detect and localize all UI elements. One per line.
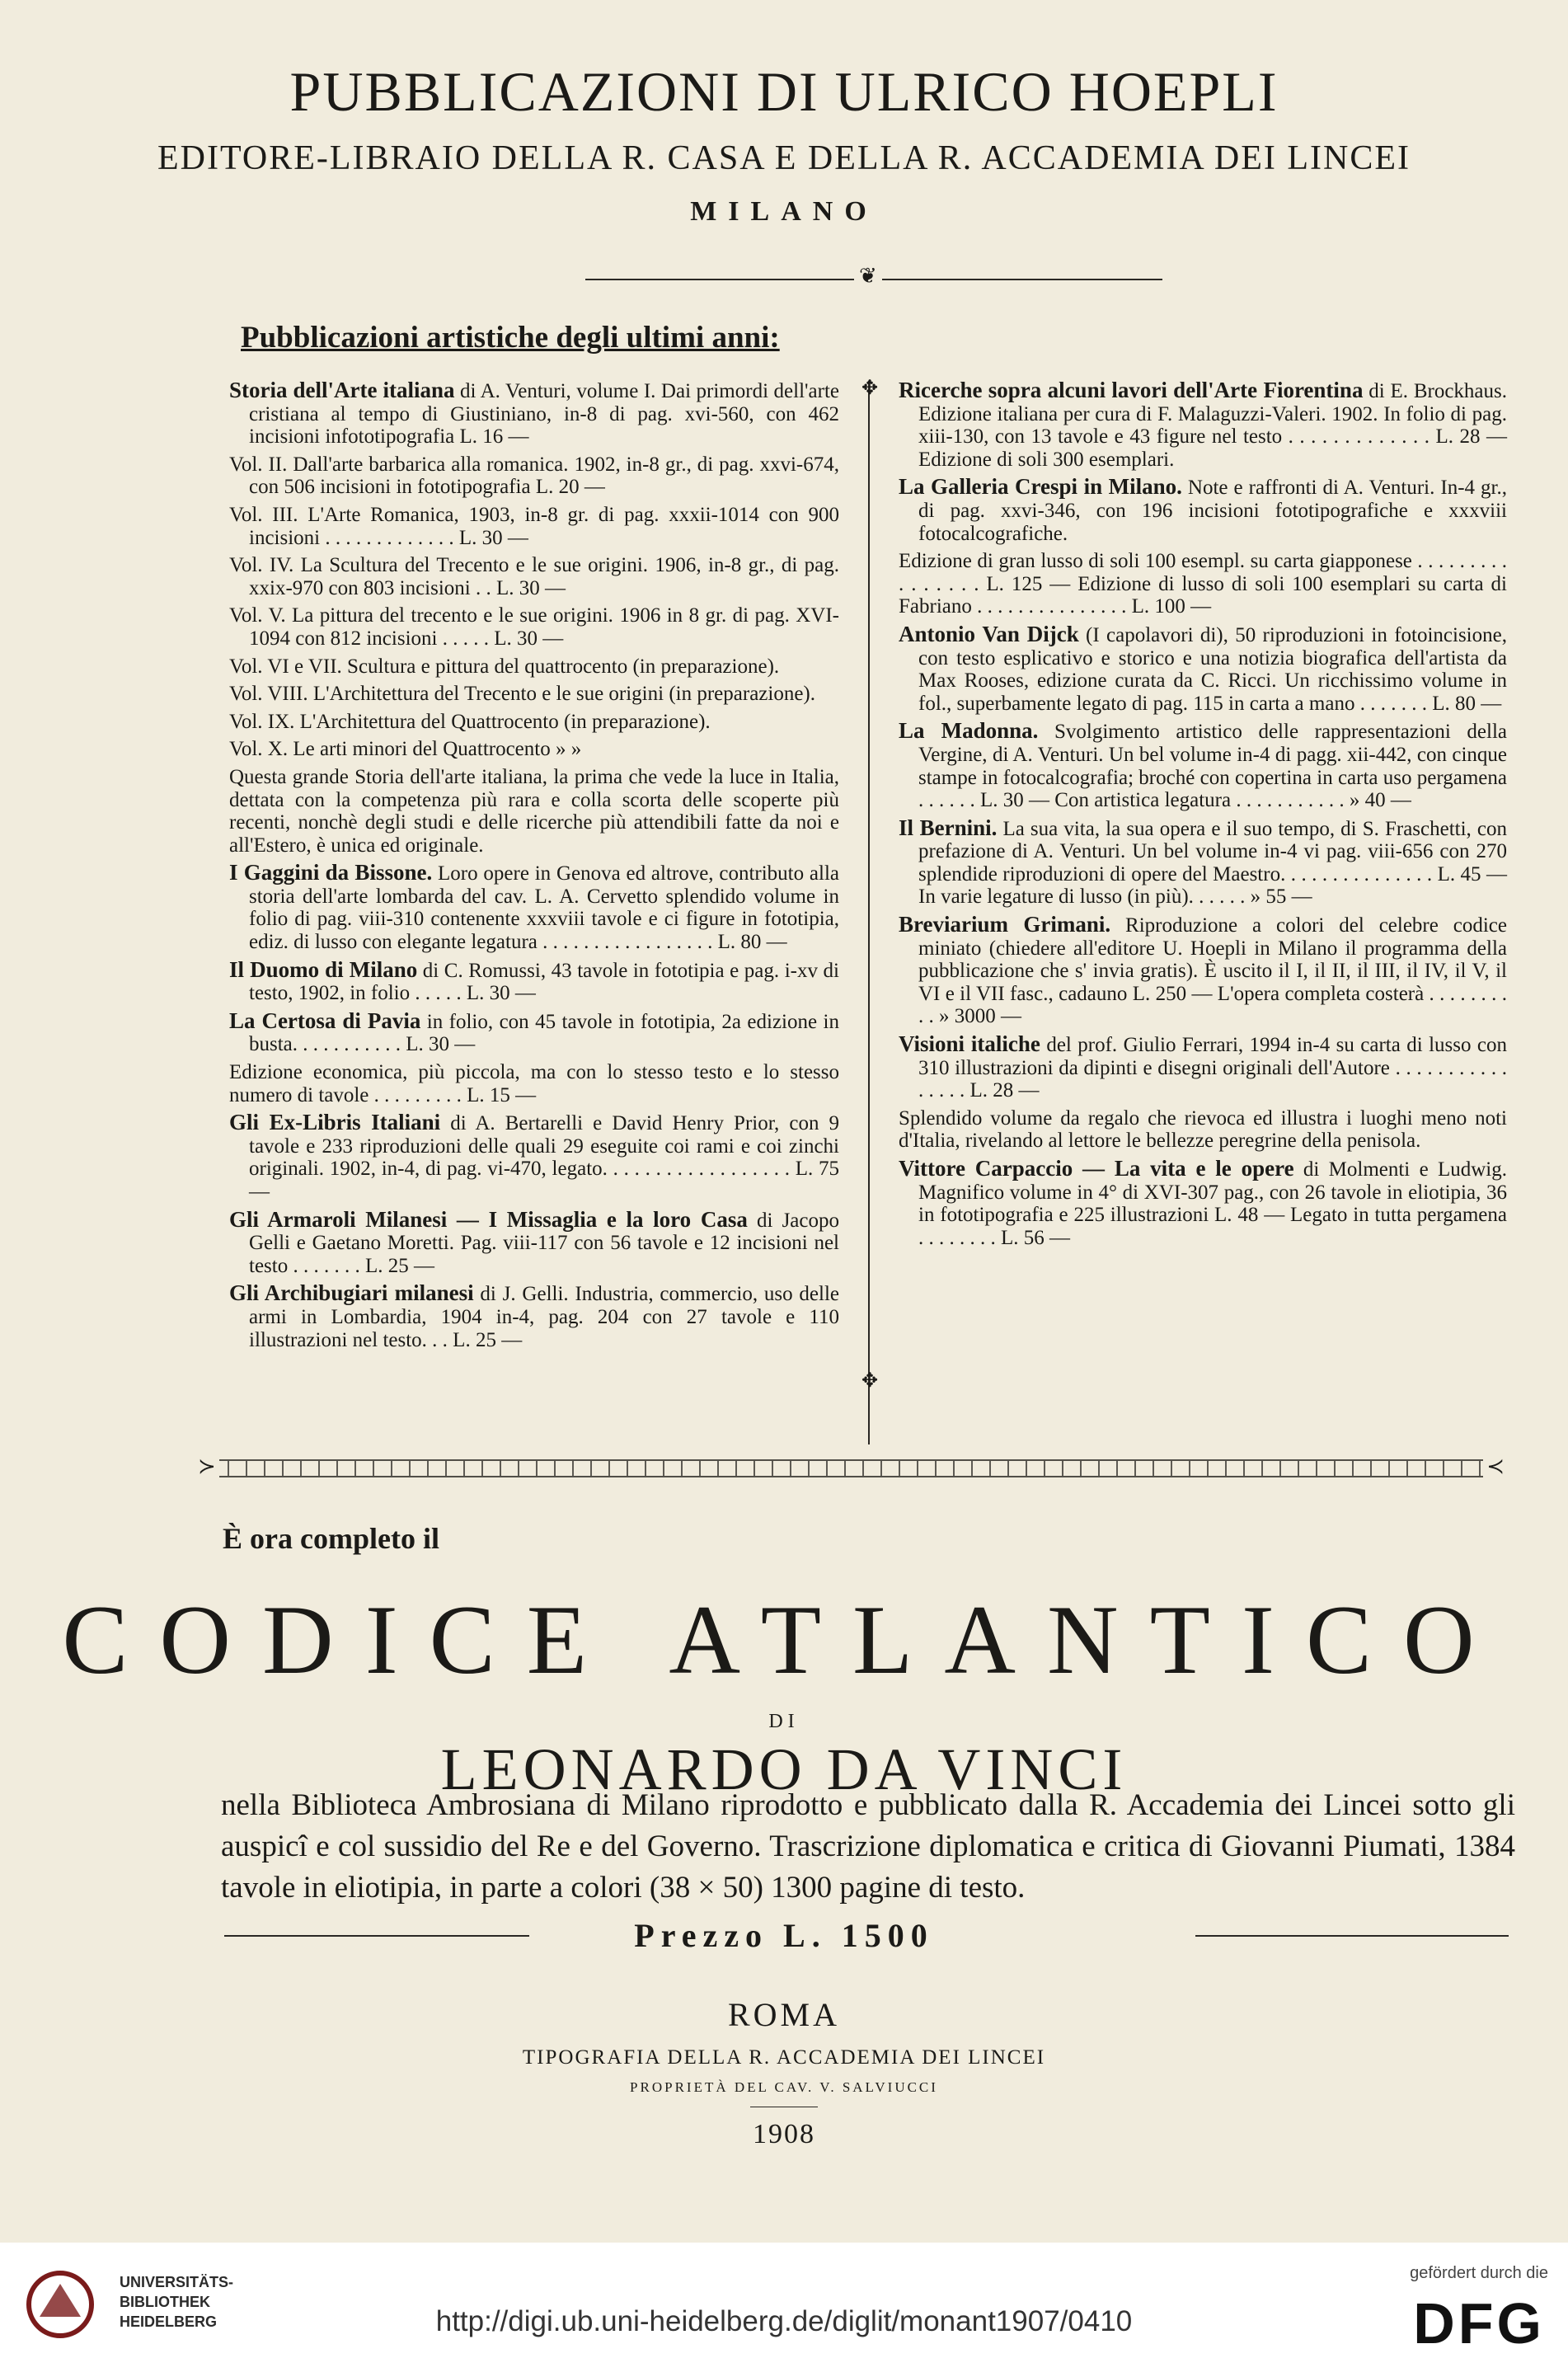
catalog-entry bbox=[229, 1010, 839, 1056]
entry-text: Splendido volume da regalo che rievoca ed illustra i luoghi meno noti d'Italia, rivelando al lettore le bellezze peregrine della penisola. bbox=[899, 1106, 1507, 1153]
publisher-title: PUBBLICAZIONI DI ULRICO HOEPLI bbox=[289, 60, 1279, 123]
entry-text: Vol. VI e VII. Scultura e pittura del quattrocento (in preparazione). bbox=[229, 655, 780, 678]
catalog-entry bbox=[899, 623, 1507, 715]
divider-ornament-top: ✥ bbox=[861, 378, 879, 399]
entry-text: Edizione economica, più piccola, ma con lo stesso testo e lo stesso numero di tavole . . . . . . . . . L. 15 — bbox=[229, 1061, 839, 1106]
divider-ornament-bottom: ✥ bbox=[861, 1370, 879, 1392]
publisher-city: MILANO bbox=[690, 196, 878, 227]
entry-text: Questa grande Storia dell'arte italiana, la prima che vede la luce in Italia, dettata con la competenza più rara e colla scorta delle scoperte più recenti, nonchè degli studi e delle ricerche più attendibili fatte da noi e all'Estero, è unica ed originale. bbox=[229, 765, 839, 857]
catalog-entry bbox=[229, 453, 839, 499]
announcement-di: DI bbox=[768, 1711, 800, 1732]
catalog-entry bbox=[899, 914, 1507, 1028]
entry-text: Note e raffronti di A. Venturi. In-4 gr., di pag. xxvi-346, con 196 incisioni fototipografiche e xxxviii fotocalcografiche. bbox=[918, 477, 1507, 545]
catalog-entry bbox=[899, 1158, 1507, 1249]
entry-text: di A. Venturi, volume I. Dai primordi dell'arte cristiana al tempo di Giustiniano, in-8 di pag. xvi-560, con 462 incisioni infototipografia L. 16 — bbox=[249, 380, 839, 449]
library-line-1: UNIVERSITÄTS- bbox=[120, 2274, 234, 2290]
entry-title: La Madonna. bbox=[899, 718, 1039, 744]
entry-text: di C. Romussi, 43 tavole in fototipia e pag. i-xv di testo, 1902, in folio . . . . . L. 30 — bbox=[249, 959, 839, 1005]
catalog-entry bbox=[229, 1206, 839, 1278]
entry-title: Vittore Carpaccio — La vita e le opere bbox=[899, 1156, 1294, 1181]
entry-text: Vol. X. Le arti minori del Quattrocento » » bbox=[229, 738, 582, 761]
imprint-city: ROMA bbox=[727, 1996, 841, 2033]
left-column bbox=[229, 379, 839, 1356]
catalog-entry bbox=[899, 550, 1507, 618]
catalog-entry bbox=[899, 476, 1507, 545]
entry-title: Gli Armaroli Milanesi — I Missaglia e la loro Casa bbox=[229, 1206, 748, 1232]
entry-text: Vol. VIII. L'Architettura del Trecento e le sue origini (in preparazione). bbox=[229, 683, 815, 706]
entry-text: in folio, con 45 tavole in fototipia, 2a edizione in busta. . . . . . . . . . . L. 30 — bbox=[249, 1010, 839, 1056]
entry-text: Vol. V. La pittura del trecento e le sue origini. 1906 in 8 gr. di pag. XVI-1094 con 812 incisioni . . . . . L. 30 — bbox=[229, 604, 839, 650]
entry-title: Antonio Van Dijck bbox=[899, 621, 1079, 646]
decorative-band bbox=[198, 1454, 1505, 1479]
entry-title: Storia dell'Arte italiana bbox=[229, 378, 455, 402]
announcement-body: nella Biblioteca Ambrosiana di Milano riprodotto e pubblicato dalla R. Accademia dei Lincei sotto gli auspicî e col sussidio del Re e del Governo. Trascrizione diplomatica e critica di Giovanni Piumati, 1384 tavole in eliotipia, in parte a colori (38 × 50) 1300 pagine di testo. bbox=[221, 1788, 1515, 1905]
entry-text: Vol. III. L'Arte Romanica, 1903, in-8 gr. di pag. xxxii-1014 con 900 incisioni . . . . . . . . . . . . . L. 30 — bbox=[229, 503, 839, 549]
digitization-footer bbox=[0, 2243, 1568, 2358]
announcement-author: LEONARDO DA VINCI bbox=[440, 1736, 1128, 1802]
column-divider bbox=[868, 381, 870, 1444]
entry-text: Svolgimento artistico delle rappresentazioni della Vergine, di A. Venturi. Un bel volume in-4 di pagg. xii-442, con cinque stampe in fotocalcografia; broché con copertina in carta uso pergamena . . . . . . L. 30 — Con artistica legatura . . . . . . . . . . . » 40 — bbox=[918, 721, 1507, 812]
imprint-owner: PROPRIETÀ DEL CAV. V. SALVIUCCI bbox=[630, 2079, 938, 2095]
entry-text: Loro opere in Genova ed altrove, contributo alla storia dell'arte lombarda del cav. L. A. Cervetto splendido volume in folio di pag. viii-310 contenente xxxviii tavole e ci figure in fototipia, ediz. di lusso con elegante legatura . . . . . . . . . . . . . . . . . L. 80 — bbox=[249, 862, 839, 954]
entry-text: Vol. II. Dall'arte barbarica alla romanica. 1902, in-8 gr., di pag. xxvi-674, con 506 incisioni in fototipografia L. 20 — bbox=[229, 453, 839, 499]
band-cap-right: ≺ bbox=[1486, 1454, 1505, 1478]
dfg-logo: DFG bbox=[1413, 2291, 1545, 2356]
entry-text: del prof. Giulio Ferrari, 1994 in-4 su carta di lusso con 310 illustrazioni da dipinti e disegni originali dell'Autore . . . . . . . . . . . . . . . . L. 28 — bbox=[918, 1034, 1507, 1102]
entry-title: Ricerche sopra alcuni lavori dell'Arte Fiorentina bbox=[899, 378, 1364, 402]
catalog-entry bbox=[229, 379, 839, 449]
entry-text: di A. Bertarelli e David Henry Prior, con 9 tavole e 233 riproduzioni delle quali 29 eseguite coi rami e coi zinchi originali. 1902, in-4, di pag. vi-470, legato. . . . . . . . . . . . . . . . . . L. 75 — bbox=[249, 1112, 840, 1203]
catalog-entry bbox=[899, 1033, 1507, 1102]
catalog-entry bbox=[229, 1061, 839, 1106]
fleuron-ornament: ❦ bbox=[854, 264, 882, 289]
section-heading: Pubblicazioni artistiche degli ultimi anni: bbox=[241, 321, 780, 355]
entry-title: Il Bernini. bbox=[899, 815, 998, 840]
entry-title: Gli Ex-Libris Italiani bbox=[229, 1110, 441, 1135]
entry-title: La Certosa di Pavia bbox=[229, 1008, 421, 1033]
catalog-entry bbox=[229, 655, 839, 679]
entry-title: La Galleria Crespi in Milano. bbox=[899, 474, 1182, 500]
entry-text: La sua vita, la sua opera e il suo tempo, di S. Fraschetti, con prefazione di A. Venturi. Un bel volume in-4 vi pag. viii-656 con 270 splendide riproduzioni di opere del Maestro. . . . . . . . . . . . . . . L. 45 — In varie legature di lusso (in più). . . . . . » 55 — bbox=[918, 817, 1507, 909]
library-line-3: HEIDELBERG bbox=[120, 2313, 218, 2330]
catalog-entry bbox=[229, 683, 839, 706]
catalog-entry bbox=[229, 862, 839, 953]
catalog-entry bbox=[229, 711, 839, 734]
entry-text: di Jacopo Gelli e Gaetano Moretti. Pag. viii-117 con 56 tavole e 12 incisioni nel testo . . . . . . . L. 25 — bbox=[249, 1209, 839, 1277]
entry-title: Breviarium Grimani. bbox=[899, 912, 1111, 937]
entry-text: Vol. IX. L'Architettura del Quattrocento (in preparazione). bbox=[229, 710, 711, 733]
catalog-entry bbox=[229, 604, 839, 650]
funding-caption: gefördert durch die bbox=[1410, 2264, 1548, 2282]
entry-text: Riproduzione a colori del celebre codice miniato (chiedere all'editore U. Hoepli in Milano il programma della pubblicazione che s' invia gratis). È uscito il I, il II, il III, il IV, il V, il VI e il VII fasc., cadauno L. 250 — L'opera completa costerà . . . . . . . . . . » 3000 — bbox=[918, 914, 1507, 1028]
entry-title: Gli Archibugiari milanesi bbox=[229, 1280, 474, 1306]
catalog-entry bbox=[229, 554, 839, 599]
entry-text: Edizione di gran lusso di soli 100 esempl. su carta giapponese . . . . . . . . . . . . . . . . L. 125 — Edizione di lusso di soli 100 esemplari su carta di Fabriano . . . . . . . . . . . . . . . L. 100 — bbox=[899, 550, 1507, 618]
catalog-entry bbox=[899, 720, 1507, 811]
entry-text: Vol. IV. La Scultura del Trecento e le sue origini. 1906, in-8 gr., di pag. xxix-970 con 803 incisioni . . L. 30 — bbox=[229, 554, 839, 599]
entry-text: (I capolavori di), 50 riproduzioni in fotoincisione, con testo esplicativo e storico e una notizia biografica dell'artista da Max Rooses, edizione curata da C. Ricci. Un ricchissimo volume in fol., superbamente legato di pag. 115 in carta a mano . . . . . . . L. 80 — bbox=[918, 623, 1507, 715]
library-line-2: BIBLIOTHEK bbox=[120, 2294, 210, 2310]
price-line: Prezzo L. 1500 bbox=[634, 1917, 934, 1954]
catalog-entry bbox=[229, 766, 839, 857]
band-pattern bbox=[219, 1459, 1483, 1477]
entry-title: Il Duomo di Milano bbox=[229, 956, 418, 982]
imprint-year: 1908 bbox=[753, 2119, 815, 2149]
catalog-entry bbox=[899, 817, 1507, 909]
catalog-entry bbox=[229, 956, 839, 1005]
band-cap-left: ≻ bbox=[198, 1454, 216, 1478]
imprint-printer: TIPOGRAFIA DELLA R. ACCADEMIA DEI LINCEI bbox=[522, 2046, 1046, 2069]
catalog-entry bbox=[229, 1111, 839, 1203]
entry-title: I Gaggini da Bissone. bbox=[229, 860, 433, 885]
catalog-entry bbox=[899, 379, 1507, 471]
announcement-lead: È ora completo il bbox=[223, 1522, 439, 1555]
catalog-entry bbox=[229, 738, 839, 761]
announcement-title: CODICE ATLANTICO bbox=[62, 1585, 1506, 1694]
entry-text: di E. Brockhaus. Edizione italiana per cura di F. Malaguzzi-Valeri. 1902. In folio di pag. xiii-130, con 13 tavole e 43 figure nel testo . . . . . . . . . . . . . L. 28 — Edizione di soli 300 esemplari. bbox=[918, 380, 1508, 471]
source-url-link[interactable]: http://digi.ub.uni-heidelberg.de/diglit/monant1907/0410 bbox=[435, 2305, 1133, 2337]
entry-text: di J. Gelli. Industria, commercio, uso delle armi in Lombardia, 1904 in-4, pag. 204 con 27 tavole e 110 illustrazioni nel testo. . . L. 25 — bbox=[249, 1283, 839, 1351]
catalog-entry bbox=[899, 1107, 1507, 1153]
entry-text: di Molmenti e Ludwig. Magnifico volume in 4° di XVI-307 pag., con 26 tavole in eliotipia, 36 in fototipografia e 225 illustrazioni L. 48 — Legato in tutta pergamena . . . . . . . . L. 56 — bbox=[918, 1158, 1507, 1249]
publisher-subtitle: EDITORE-LIBRAIO DELLA R. CASA E DELLA R. ACCADEMIA DEI LINCEI bbox=[157, 139, 1411, 177]
entry-title: Visioni italiche bbox=[899, 1031, 1040, 1057]
right-column bbox=[899, 379, 1507, 1254]
catalog-entry bbox=[229, 1282, 839, 1351]
catalog-entry bbox=[229, 504, 839, 549]
